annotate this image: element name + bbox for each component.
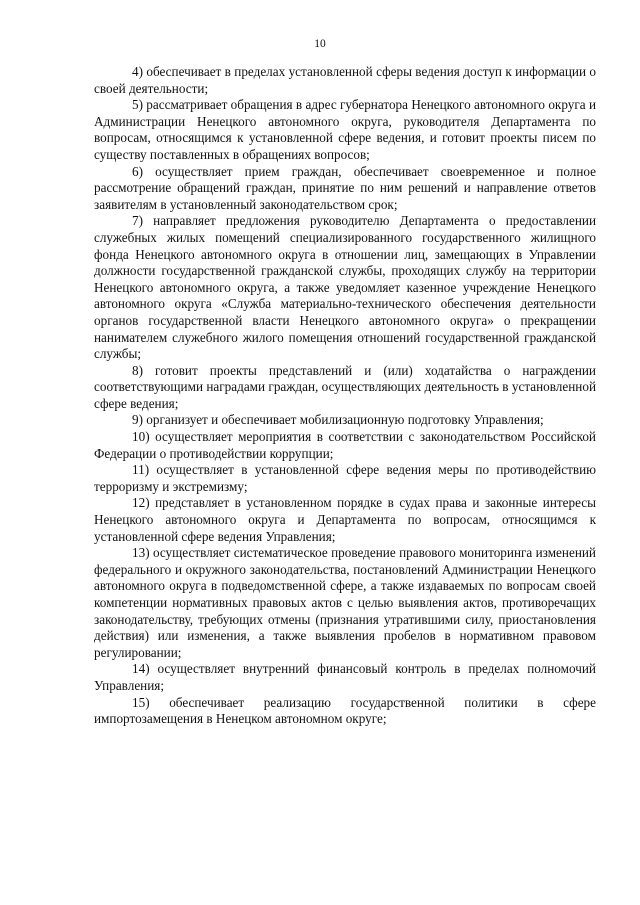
paragraph-item-8: 8) готовит проекты представлений и (или) ходатайства о награждении соответствующими наградами граждан, осуществляющих деятельность в установленной сфере ведения; bbox=[94, 362, 596, 411]
document-body bbox=[94, 64, 596, 728]
paragraph-item-14: 14) осуществляет внутренний финансовый контроль в пределах полномочий Управления; bbox=[94, 661, 596, 693]
paragraph-item-4: 4) обеспечивает в пределах установленной сферы ведения доступ к информации о своей деятельности; bbox=[94, 64, 596, 96]
paragraph-item-9: 9) организует и обеспечивает мобилизационную подготовку Управления; bbox=[132, 412, 544, 428]
paragraph-item-12: 12) представляет в установленном порядке в судах права и законные интересы Ненецкого автономного округа и Департамента по вопросам, относящимся к установленной сфере ведения Управления; bbox=[94, 495, 596, 544]
paragraph-item-13: 13) осуществляет систематическое проведение правового мониторинга изменений федерального и окружного законодательства, постановлений Администрации Ненецкого автономного округа в подведомственной сфере, а также издаваемых по вопросам своей компетенции нормативных правовых актов с целью выявления актов, противоречащих законодательству, требующих отмены (признания утратившими силу, приостановления действия) или изменения, а также выявления пробелов в нормативном правовом регулировании; bbox=[94, 545, 596, 660]
paragraph-item-5: 5) рассматривает обращения в адрес губернатора Ненецкого автономного округа и Администрации Ненецкого автономного округа, руководителя Департамента по вопросам, относящимся к установленной сфере ведения, и готовит проекты писем по существу поставленных в обращениях вопросов; bbox=[94, 97, 596, 162]
paragraph-item-10: 10) осуществляет мероприятия в соответствии с законодательством Российской Федерации о противодействии коррупции; bbox=[94, 429, 596, 461]
paragraph-item-7: 7) направляет предложения руководителю Департамента о предоставлении служебных жилых помещений специализированного государственного жилищного фонда Ненецкого автономного округа в отношении лиц, замещающих в Управлении должности государственной гражданской службы, проходящих службу на территории Ненецкого автономного округа, а также уведомляет казенное учреждение Ненецкого автономного округа «Служба материально-технического обеспечения деятельности органов государственной власти Ненецкого автономного округа» о прекращении нанимателем служебного жилого помещения отношений государственной гражданской службы; bbox=[94, 213, 596, 362]
paragraph-item-15: 15) обеспечивает реализацию государственной политики в сфере импортозамещения в Ненецком автономном округе; bbox=[94, 694, 596, 727]
paragraph-item-11: 11) осуществляет в установленной сфере ведения меры по противодействию терроризму и экстремизму; bbox=[94, 462, 596, 494]
page-number: 10 bbox=[314, 38, 326, 50]
paragraph-item-6: 6) осуществляет прием граждан, обеспечивает своевременное и полное рассмотрение обращений граждан, принятие по ним решений и направление ответов заявителям в установленный законодательством срок; bbox=[94, 163, 596, 212]
